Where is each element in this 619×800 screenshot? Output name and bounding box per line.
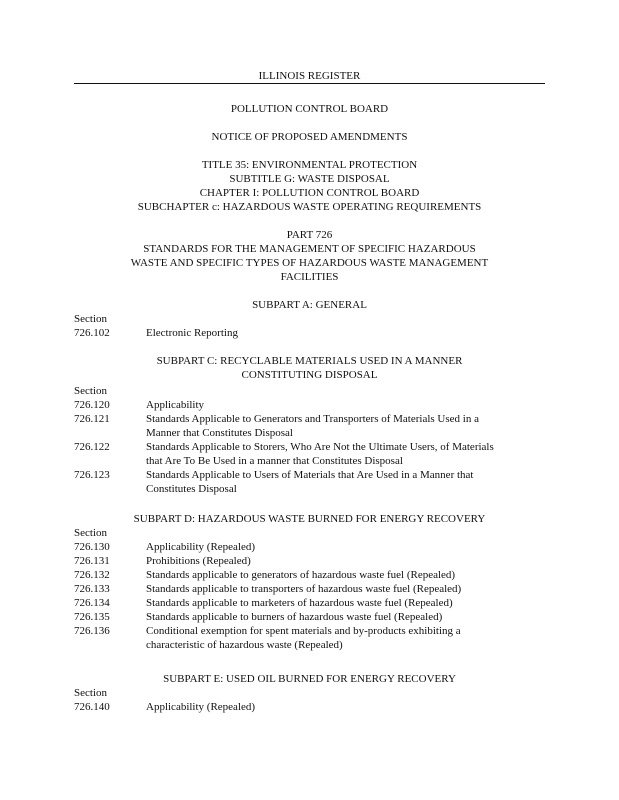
section-title: Standards applicable to marketers of hazardous waste fuel (Repealed) — [146, 597, 453, 609]
section-number: 726.140 — [74, 701, 110, 713]
section-title: Electronic Reporting — [146, 327, 238, 339]
section-number: 726.130 — [74, 541, 110, 553]
section-number: 726.134 — [74, 597, 110, 609]
section-label: Section — [74, 527, 107, 539]
subtitle-heading: SUBTITLE G: WASTE DISPOSAL — [229, 173, 390, 185]
section-number: 726.120 — [74, 399, 110, 411]
section-number: 726.123 — [74, 469, 110, 481]
section-title: Applicability (Repealed) — [146, 541, 256, 553]
subpart-e-heading: SUBPART E: USED OIL BURNED FOR ENERGY RECOVERY — [163, 673, 456, 685]
section-number: 726.135 — [74, 611, 110, 623]
section-title: Standards Applicable to Users of Materials that Are Used in a Manner that — [146, 469, 474, 481]
part-title-line: WASTE AND SPECIFIC TYPES OF HAZARDOUS WASTE MANAGEMENT — [130, 257, 489, 269]
section-title: Applicability — [146, 399, 205, 411]
section-label: Section — [74, 385, 107, 397]
section-label: Section — [74, 687, 107, 699]
section-number: 726.132 — [74, 569, 110, 581]
subpart-c-heading: SUBPART C: RECYCLABLE MATERIALS USED IN A MANNER — [156, 355, 463, 367]
section-number: 726.133 — [74, 583, 110, 595]
section-title-cont: characteristic of hazardous waste (Repealed) — [146, 639, 343, 651]
register-header — [0, 69, 619, 83]
section-title-cont: Constitutes Disposal — [146, 483, 237, 495]
section-title: Prohibitions (Repealed) — [146, 555, 251, 567]
section-title: Standards applicable to generators of hazardous waste fuel (Repealed) — [146, 569, 456, 581]
part-title-line: STANDARDS FOR THE MANAGEMENT OF SPECIFIC HAZARDOUS — [143, 243, 476, 255]
board-name: POLLUTION CONTROL BOARD — [230, 103, 389, 115]
section-number: 726.121 — [74, 413, 110, 425]
notice-heading: NOTICE OF PROPOSED AMENDMENTS — [211, 131, 408, 143]
part-number: PART 726 — [286, 229, 333, 241]
section-number: 726.102 — [74, 327, 110, 339]
section-title: Conditional exemption for spent materials and by-products exhibiting a — [146, 625, 461, 637]
subpart-d-heading: SUBPART D: HAZARDOUS WASTE BURNED FOR ENERGY RECOVERY — [133, 513, 486, 525]
subchapter-heading: SUBCHAPTER c: HAZARDOUS WASTE OPERATING REQUIREMENTS — [137, 201, 482, 213]
section-title: Standards Applicable to Generators and Transporters of Materials Used in a — [146, 413, 479, 425]
section-title: Standards applicable to burners of hazardous waste fuel (Repealed) — [146, 611, 443, 623]
section-title: Standards applicable to transporters of hazardous waste fuel (Repealed) — [146, 583, 462, 595]
section-title: Applicability (Repealed) — [146, 701, 256, 713]
section-title-cont: Manner that Constitutes Disposal — [146, 427, 293, 439]
section-label: Section — [74, 313, 107, 325]
subpart-a-heading: SUBPART A: GENERAL — [252, 299, 367, 311]
section-number: 726.131 — [74, 555, 110, 567]
chapter-heading: CHAPTER I: POLLUTION CONTROL BOARD — [199, 187, 420, 199]
title-heading: TITLE 35: ENVIRONMENTAL PROTECTION — [201, 159, 418, 171]
section-number: 726.122 — [74, 441, 110, 453]
part-title-line: FACILITIES — [280, 271, 339, 283]
register-title: ILLINOIS REGISTER — [253, 70, 367, 82]
section-title-cont: that Are To Be Used in a manner that Constitutes Disposal — [146, 455, 403, 467]
header-rule — [74, 83, 545, 84]
section-number: 726.136 — [74, 625, 110, 637]
section-title: Standards Applicable to Storers, Who Are Not the Ultimate Users, of Materials — [146, 441, 494, 453]
subpart-c-heading-line2: CONSTITUTING DISPOSAL — [241, 369, 378, 381]
